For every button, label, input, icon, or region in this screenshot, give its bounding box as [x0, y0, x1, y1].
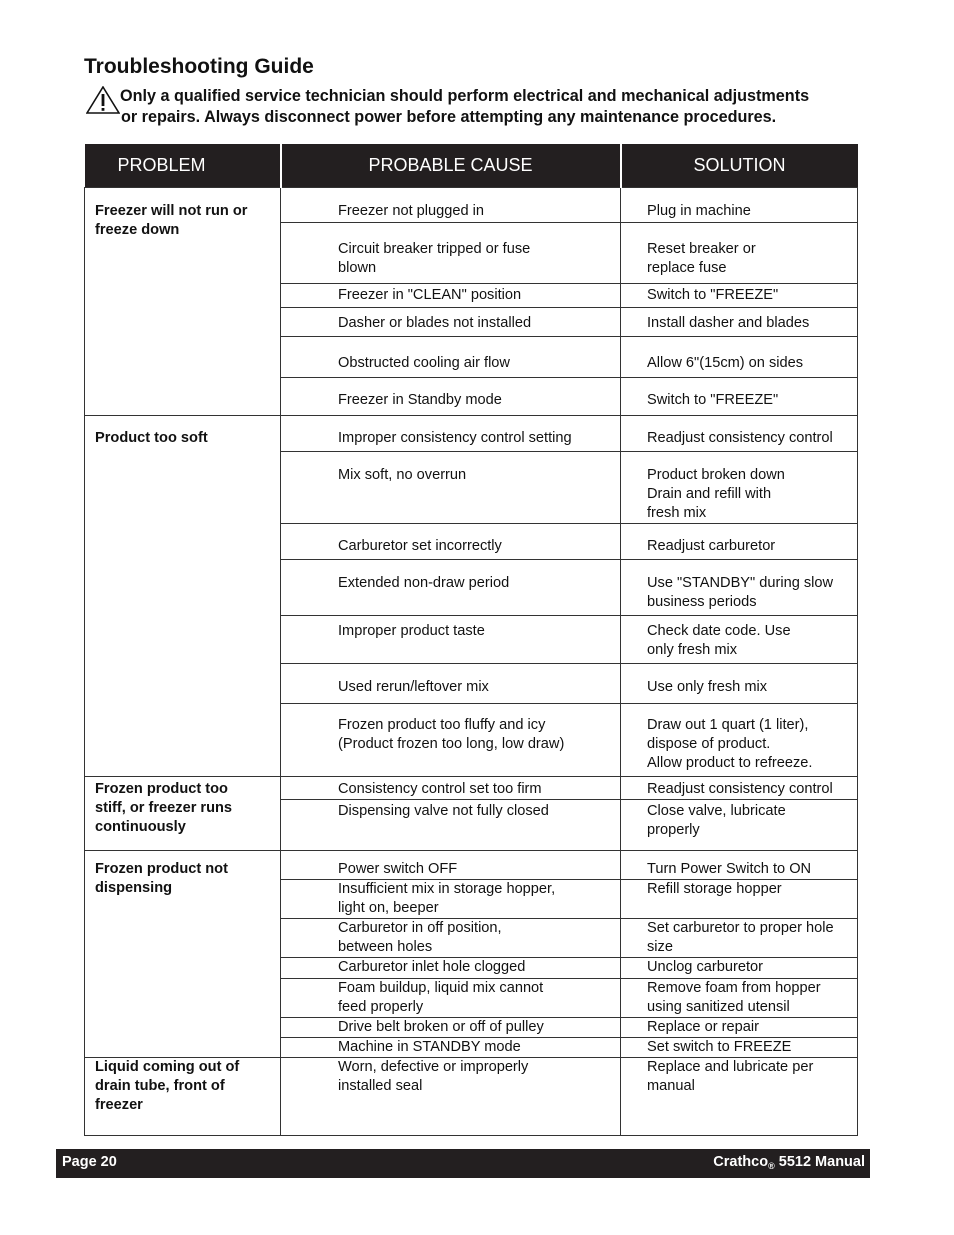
table-body [85, 188, 858, 1136]
solution-cell: Use only fresh mix [621, 664, 858, 704]
table-row [85, 851, 858, 880]
cause-cell: Freezer in Standby mode [281, 378, 621, 416]
solution-cell: Switch to "FREEZE" [621, 284, 858, 308]
solution-cell: Check date code. Use only fresh mix [621, 616, 858, 664]
cause-cell: Used rerun/leftover mix [281, 664, 621, 704]
cause-cell: Consistency control set too firm [281, 777, 621, 800]
solution-cell: Reset breaker or replace fuse [621, 223, 858, 284]
table-row [85, 777, 858, 800]
cause-cell: Worn, defective or improperly installed seal [281, 1058, 621, 1136]
solution-cell: Product broken down Drain and refill with fresh mix [621, 452, 858, 524]
solution-cell: Replace and lubricate per manual [621, 1058, 858, 1136]
solution-cell: Readjust consistency control [621, 416, 858, 452]
problem-cell: Liquid coming out of drain tube, front of freezer [85, 1058, 281, 1136]
solution-cell: Unclog carburetor [621, 958, 858, 979]
solution-cell: Set carburetor to proper hole size [621, 919, 858, 958]
safety-warning [86, 86, 876, 128]
solution-cell: Install dasher and blades [621, 308, 858, 337]
header-problem: PROBLEM [85, 144, 281, 188]
cause-cell: Obstructed cooling air flow [281, 337, 621, 378]
solution-cell: Plug in machine [621, 188, 858, 223]
cause-cell: Improper product taste [281, 616, 621, 664]
problem-cell: Product too soft [85, 416, 281, 777]
solution-cell: Draw out 1 quart (1 liter), dispose of product. Allow product to refreeze. [621, 704, 858, 777]
solution-cell: Close valve, lubricate properly [621, 800, 858, 851]
cause-cell: Machine in STANDBY mode [281, 1038, 621, 1058]
solution-cell: Readjust carburetor [621, 524, 858, 560]
header-probable-cause: PROBABLE CAUSE [281, 144, 621, 188]
page-title: Troubleshooting Guide [84, 55, 314, 78]
page-footer [56, 1149, 870, 1178]
troubleshooting-table [84, 144, 858, 1136]
warning-line-1: Only a qualified service technician should perform electrical and mechanical adjustments [120, 87, 810, 105]
table-row [85, 188, 858, 223]
solution-cell: Set switch to FREEZE [621, 1038, 858, 1058]
page-number: Page 20 [62, 1154, 117, 1170]
cause-cell: Dispensing valve not fully closed [281, 800, 621, 851]
cause-cell: Frozen product too fluffy and icy (Product frozen too long, low draw) [281, 704, 621, 777]
solution-cell: Readjust consistency control [621, 777, 858, 800]
solution-cell: Refill storage hopper [621, 880, 858, 919]
table-header-row [85, 144, 858, 188]
table-row [85, 1058, 858, 1136]
cause-cell: Dasher or blades not installed [281, 308, 621, 337]
cause-cell: Drive belt broken or off of pulley [281, 1018, 621, 1038]
cause-cell: Power switch OFF [281, 851, 621, 880]
problem-cell: Frozen product too stiff, or freezer runs continuously [85, 777, 281, 851]
cause-cell: Circuit breaker tripped or fuse blown [281, 223, 621, 284]
registered-mark: ® [768, 1161, 775, 1171]
cause-cell: Extended non-draw period [281, 560, 621, 616]
warning-triangle-icon [86, 86, 120, 114]
cause-cell: Freezer in "CLEAN" position [281, 284, 621, 308]
cause-cell: Carburetor set incorrectly [281, 524, 621, 560]
header-solution: SOLUTION [621, 144, 858, 188]
manual-title [713, 1154, 865, 1171]
solution-cell: Turn Power Switch to ON [621, 851, 858, 880]
problem-cell: Frozen product not dispensing [85, 851, 281, 1058]
cause-cell: Foam buildup, liquid mix cannot feed properly [281, 979, 621, 1018]
cause-cell: Carburetor inlet hole clogged [281, 958, 621, 979]
solution-cell: Use "STANDBY" during slow business periods [621, 560, 858, 616]
cause-cell: Freezer not plugged in [281, 188, 621, 223]
manual-name: 5512 Manual [774, 1154, 865, 1170]
solution-cell: Replace or repair [621, 1018, 858, 1038]
solution-cell: Remove foam from hopper using sanitized utensil [621, 979, 858, 1018]
cause-cell: Mix soft, no overrun [281, 452, 621, 524]
solution-cell: Allow 6"(15cm) on sides [621, 337, 858, 378]
cause-cell: Improper consistency control setting [281, 416, 621, 452]
cause-cell: Insufficient mix in storage hopper, light on, beeper [281, 880, 621, 919]
cause-cell: Carburetor in off position, between holes [281, 919, 621, 958]
table-row [85, 416, 858, 452]
warning-line-2: or repairs. Always disconnect power before attempting any maintenance procedures. [121, 108, 777, 126]
problem-cell: Freezer will not run or freeze down [85, 188, 281, 416]
solution-cell: Switch to "FREEZE" [621, 378, 858, 416]
brand-name: Crathco [713, 1154, 769, 1170]
